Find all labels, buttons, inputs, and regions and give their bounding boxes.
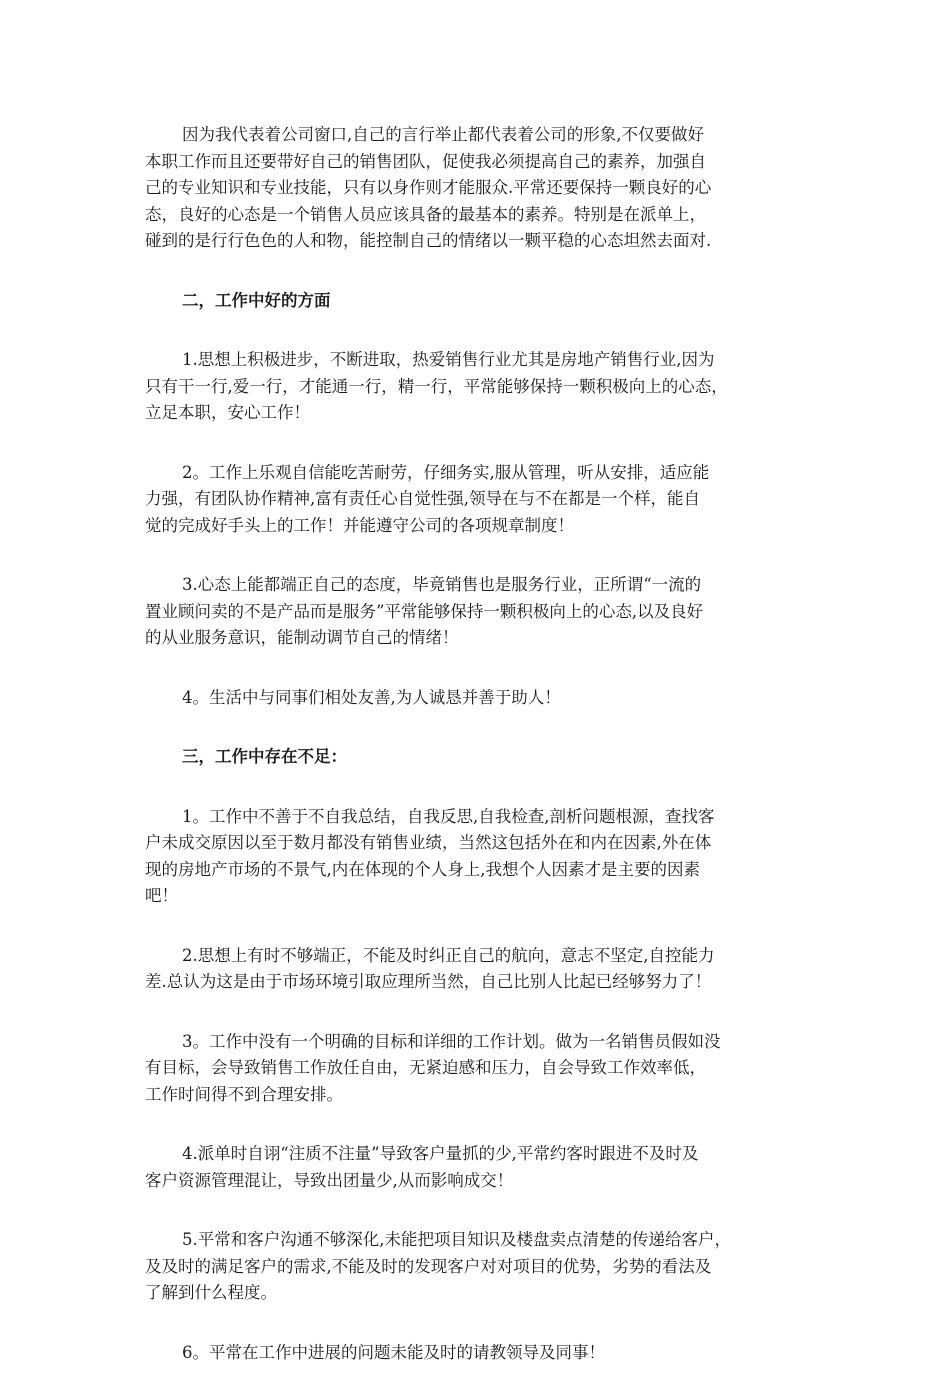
paragraph-weakness-3 [145,1029,810,1109]
section-heading-strengths: 二，工作中好的方面 [182,290,331,310]
text-line: 因为我代表着公司窗口,自己的言行举止都代表着公司的形象,不仅要做好 [182,125,704,144]
text-line: 觉的完成好手头上的工作！并能遵守公司的各项规章制度！ [145,515,574,535]
text-line: 2。工作上乐观自信能吃苦耐劳，仔细务实,服从管理，听从安排，适应能 [182,462,710,482]
paragraph-strength-4 [145,685,810,712]
text-line: 力强，有团队协作精神,富有责任心自觉性强,领导在与不在都是一个样，能自 [145,489,700,508]
text-line: 客户资源管理混让，导致出团量少,从而影响成交！ [145,1170,514,1190]
paragraph-strength-2 [145,460,810,540]
paragraph-strength-3 [145,572,810,652]
text-line: 态，良好的心态是一个销售人员应该具备的最基本的素养。特别是在派单上， [145,204,706,224]
paragraph-intro [145,122,810,255]
paragraph-strength-1 [145,347,810,427]
text-line: 5.平常和客户沟通不够深化,未能把项目知识及楼盘卖点清楚的传递给客户， [182,1230,731,1249]
text-line: 本职工作而且还要带好自己的销售团队，促使我必须提高自己的素养，加强自 [145,151,706,171]
text-line: 6。平常在工作中进展的问题未能及时的请教领导及同事！ [182,1342,605,1362]
text-line: 有目标，会导致销售工作放任自由，无紧迫感和压力，自会导致工作效率低， [145,1058,706,1077]
text-line: 碰到的是行行色色的人和物，能控制自己的情绪以一颗平稳的心态坦然去面对. [145,231,712,250]
paragraph-weakness-2 [145,943,810,996]
text-line: 3.心态上能都端正自己的态度，毕竟销售也是服务行业，正所谓“一流的 [182,575,702,594]
text-line: 只有干一行,爱一行，才能通一行，精一行，平常能够保持一颗积极向上的心态， [145,376,728,396]
paragraph-weakness-1 [145,804,810,910]
text-line: 立足本职，安心工作！ [145,403,310,422]
text-line: 工作时间得不到合理安排。 [145,1084,343,1104]
text-line: 现的房地产市场的不景气,内在体现的个人身上,我想个人因素才是主要的因素 [145,859,700,879]
text-line: 户未成交原因以至于数月都没有销售业绩，当然这包括外在和内在因素,外在体 [145,833,712,852]
text-line: 己的专业知识和专业技能，只有以身作则才能服众.平常还要保持一颗良好的心 [145,178,712,197]
text-line: 4.派单时自诩“注质不注量”导致客户量抓的少,平常约客时跟进不及时及 [182,1144,699,1163]
text-line: 1.思想上积极进步，不断进取，热爱销售行业尤其是房地产销售行业,因为 [182,350,715,369]
text-line: 3。工作中没有一个明确的目标和详细的工作计划。做为一名销售员假如没 [182,1031,721,1051]
text-line: 了解到什么程度。 [145,1283,277,1302]
text-line: 4。生活中与同事们相处友善,为人诚恳并善于助人！ [182,687,561,707]
paragraph-weakness-5 [145,1227,810,1307]
section-heading-weaknesses: 三，工作中存在不足： [182,747,347,766]
text-line: 1。工作中不善于不自我总结，自我反思,自我检查,剖析问题根源，查找客 [182,806,715,826]
text-line: 吧！ [145,886,178,905]
text-line: 差.总认为这是由于市场环境引取应理所当然，自己比别人比起已经够努力了！ [145,972,712,991]
text-line: 2.思想上有时不够端正，不能及时纠正自己的航向，意志不坚定,自控能力 [182,945,715,965]
document-page [145,122,810,1399]
text-line: 的从业服务意识，能制动调节自己的情绪！ [145,628,459,647]
text-line: 置业顾问卖的不是产品而是服务”平常能够保持一颗积极向上的心态,以及良好 [145,601,704,621]
text-line: 及及时的满足客户的需求,不能及时的发现客户对对项目的优势，劣势的看法及 [145,1256,712,1276]
paragraph-weakness-6 [145,1340,810,1367]
paragraph-weakness-4 [145,1141,810,1194]
